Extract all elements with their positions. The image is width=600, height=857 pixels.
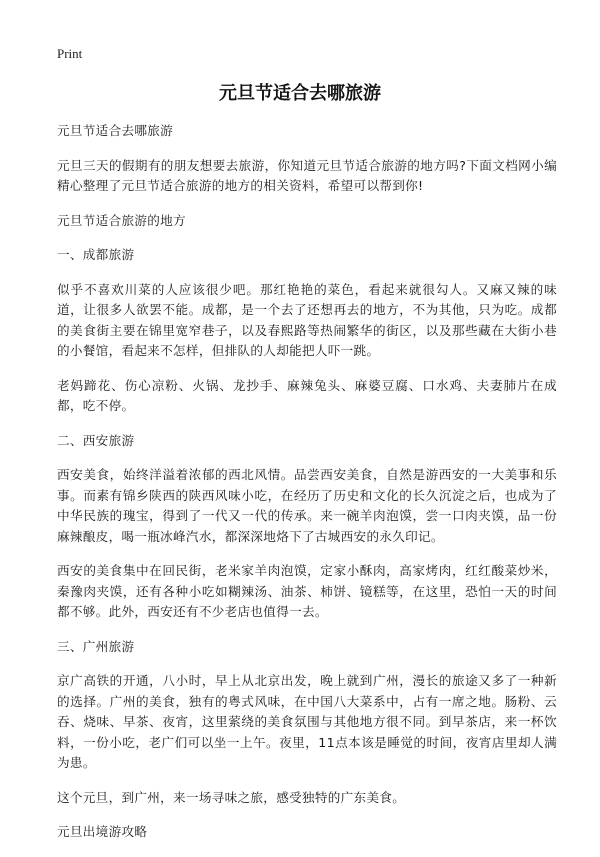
- guangzhou-closing-paragraph: 这个元旦，到广州，来一场寻味之旅，感受独特的广东美食。: [57, 789, 406, 805]
- page-title: 元旦节适合去哪旅游: [219, 83, 381, 104]
- chengdu-paragraph: 似乎不喜欢川菜的人应该很少吧。那红艳艳的菜色，看起来就很勾人。又麻又辣的味道，让很多人欲罢不能。成都，是一个去了还想再去的地方，不为其他，只为吃。成都的美食街主要在锦里宽窄巷子，以及春熙路等热闹繁华的街区，以及那些藏在大街小巷的小餐馆，看起来不怎样，但排队的人却能把人吓一跳。: [57, 281, 557, 358]
- section-heading: 元旦节适合旅游的地方: [57, 212, 186, 228]
- guangzhou-paragraph: 京广高铁的开通，八小时，早上从北京出发，晚上就到广州，漫长的旅途又多了一种新的选择。广州的美食，独有的粤式风味，在中国八大菜系中，占有一席之地。肠粉、云吞、烧味、早茶、夜宵，这里萦绕的美食氛围与其他地方很不同。到早茶店，来一杯饮料，一份小吃，老广们可以坐一上午。夜里，11点本该是睡觉的时间，夜宵店里却人满为患。: [57, 673, 557, 770]
- outbound-travel-heading: 元旦出境游攻略: [57, 824, 148, 839]
- xian-heading: 二、西安旅游: [57, 432, 135, 448]
- guangzhou-heading: 三、广州旅游: [57, 638, 135, 654]
- chengdu-heading: 一、成都旅游: [57, 247, 135, 262]
- xian-foods-paragraph: 西安的美食集中在回民街，老米家羊肉泡馍，定家小酥肉，高家烤肉，红红酸菜炒米，秦豫肉夹馍，还有各种小吃如糊辣汤、油茶、柿饼、镜糕等，在这里，恐怕一天的时间都不够。此外，西安还有不少老店也值得一去。: [57, 563, 557, 619]
- intro-paragraph: 元旦三天的假期有的朋友想要去旅游，你知道元旦节适合旅游的地方吗?下面文档网小编精心整理了元旦节适合旅游的地方的相关资料，希望可以帮到你!: [57, 157, 557, 193]
- article-body: [57, 121, 557, 857]
- print-link[interactable]: Print: [57, 46, 83, 61]
- subtitle-paragraph: 元旦节适合去哪旅游: [57, 123, 174, 138]
- chengdu-foods-paragraph: 老妈蹄花、伤心凉粉、火锅、龙抄手、麻辣兔头、麻婆豆腐、口水鸡、夫妻肺片在成都，吃不停。: [57, 377, 557, 413]
- xian-paragraph: 西安美食，始终洋溢着浓郁的西北风情。品尝西安美食，自然是游西安的一大美事和乐事。而素有锦乡陕西的陕西风味小吃，在经历了历史和文化的长久沉淀之后，也成为了中华民族的瑰宝，得到了一代又一代的传承。来一碗羊肉泡馍，尝一口肉夹馍，品一份麻辣酿皮，喝一瓶冰峰汽水，都深深地烙下了古城西安的永久印记。: [57, 467, 557, 544]
